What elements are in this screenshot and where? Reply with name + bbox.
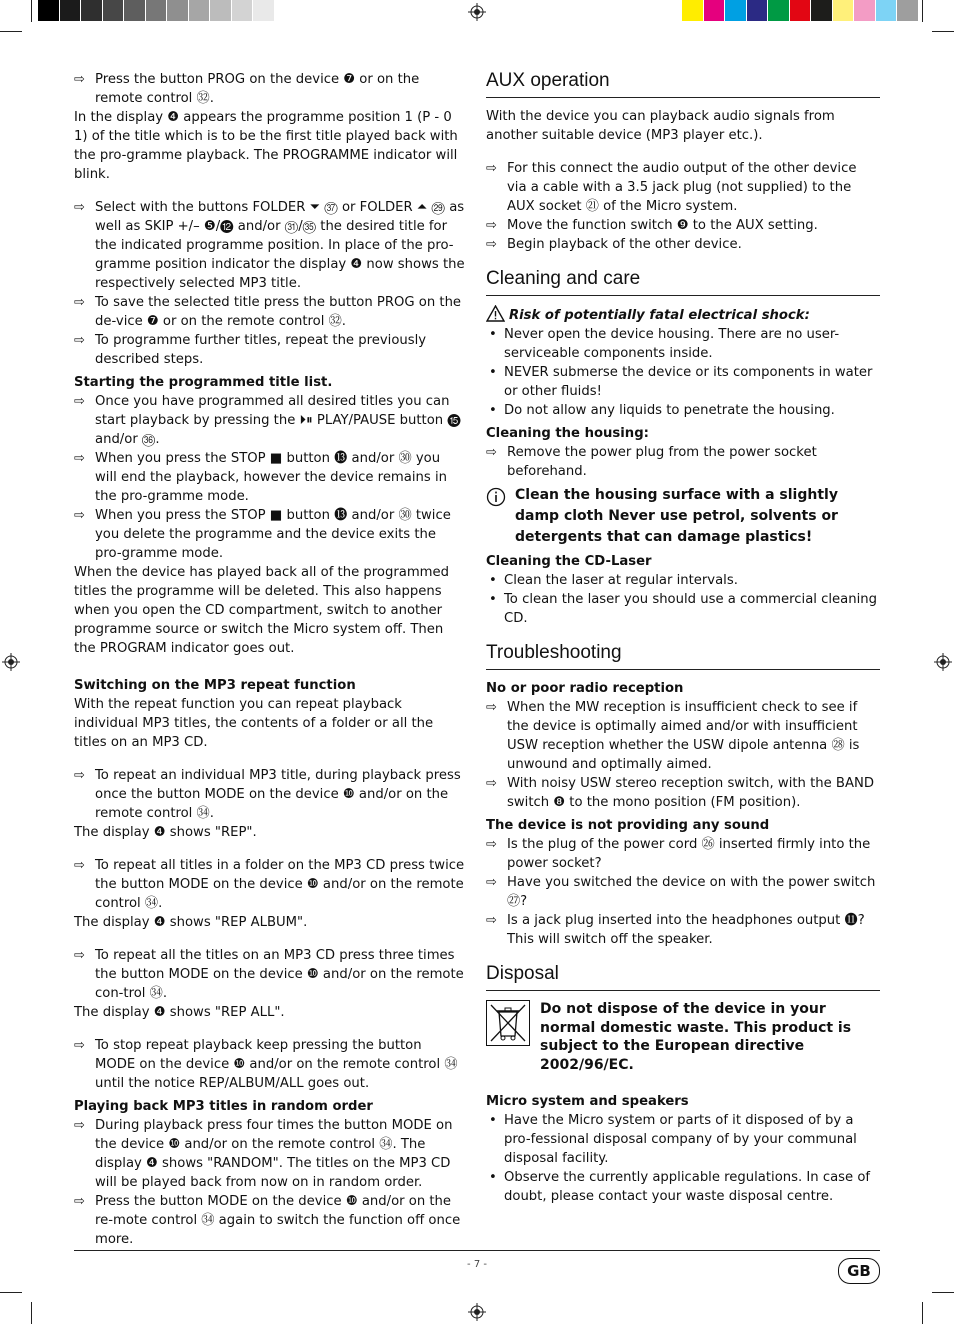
instruction-step: ⇨ Begin playback of the other device. — [486, 235, 880, 254]
gray-swatch — [253, 0, 275, 21]
section-title-disposal: Disposal — [486, 963, 880, 991]
instruction-step: ⇨ When the MW reception is insufficient check to see if the device is optimally aimed and/or with insufficient USW reception whether the USW dipole antenna ㉘ is unwound and optimally aimed. — [486, 698, 880, 774]
instruction-step: ⇨ With noisy USW stereo reception switch, with the BAND switch ❽ to the mono position (FM position). — [486, 774, 880, 812]
crop-mark — [932, 1292, 954, 1293]
instruction-step: ⇨ To stop repeat playback keep pressing the button MODE on the device ❿ and/or on the remote control ㉞ until the notice REP/ALBUM/ALL goes out. — [74, 1036, 466, 1093]
instruction-step: ⇨ To repeat an individual MP3 title, during playback press once the button MODE on the device ❿ and/or on the remote control ㉞. — [74, 766, 466, 823]
gray-swatch — [167, 0, 189, 21]
language-badge: GB — [838, 1258, 880, 1284]
registration-mark-icon — [2, 653, 20, 671]
section-title-aux: AUX operation — [486, 70, 880, 98]
page-number: - 7 - — [467, 1259, 487, 1270]
color-swatch — [768, 0, 790, 21]
subheading: The device is not providing any sound — [486, 818, 770, 833]
crop-mark — [31, 0, 32, 22]
list-item: • Have the Micro system or parts of it disposed of by a pro-fessional disposal company of by your communal disposal facility. — [486, 1111, 880, 1168]
right-column — [486, 70, 880, 1206]
gray-swatch — [38, 0, 60, 21]
disposal-note — [486, 1000, 880, 1074]
instruction-step: ⇨ To repeat all the titles on an MP3 CD press three times the button MODE on the device ❿ and/or on the remote con-trol ㉞. — [74, 946, 466, 1003]
instruction-step: ⇨ Move the function switch ❾ to the AUX setting. — [486, 216, 880, 235]
color-swatch — [725, 0, 747, 21]
registration-mark-icon — [468, 1303, 486, 1321]
gray-swatch — [189, 0, 211, 21]
color-swatch — [790, 0, 812, 21]
disposal-note-text: Do not dispose of the device in your normal domestic waste. This product is subject to the European directive 2002/96/EC. — [540, 1001, 852, 1073]
gray-swatch — [146, 0, 168, 21]
paragraph: The display ❹ shows "REP ALBUM". — [74, 915, 308, 930]
color-swatch — [876, 0, 898, 21]
paragraph: The display ❹ shows "REP ALL". — [74, 1005, 285, 1020]
subheading: Cleaning the CD-Laser — [486, 554, 652, 569]
gray-swatch — [81, 0, 103, 21]
section-title-troubleshooting: Troubleshooting — [486, 642, 880, 670]
crop-mark — [31, 1302, 32, 1324]
paragraph: With the device you can playback audio signals from another suitable device (MP3 player etc.). — [486, 109, 835, 143]
warning-text: Risk of potentially fatal electrical shock: — [509, 308, 810, 323]
instruction-step: ⇨ Is a jack plug inserted into the headphones output ⓫? This will switch off the speaker. — [486, 911, 880, 949]
list-item: • Never open the device housing. There are no user-serviceable components inside. — [486, 325, 880, 363]
gray-swatch — [232, 0, 254, 21]
subheading: Playing back MP3 titles in random order — [74, 1099, 373, 1114]
list-item: • Clean the laser at regular intervals. — [486, 571, 880, 590]
crop-mark — [0, 1292, 22, 1293]
instruction-step: ⇨ When you press the STOP ■ button ⓭ and/or ㉚ twice you delete the programme and the device exits the pro-gramme mode. — [74, 506, 466, 563]
color-swatch — [854, 0, 876, 21]
gray-swatch — [210, 0, 232, 21]
gray-swatch — [124, 0, 146, 21]
subheading: No or poor radio reception — [486, 681, 684, 696]
color-calibration-bars — [682, 0, 919, 22]
crop-mark — [0, 31, 22, 32]
info-icon — [486, 487, 506, 507]
color-swatch — [682, 0, 704, 21]
instruction-step: ⇨ To programme further titles, repeat the previously described steps. — [74, 331, 466, 369]
color-swatch — [747, 0, 769, 21]
paragraph: With the repeat function you can repeat playback individual MP3 titles, the contents of a folder or all the titles on an MP3 CD. — [74, 697, 434, 750]
list-item: • Observe the currently applicable regulations. In case of doubt, please contact your waste disposal centre. — [486, 1168, 880, 1206]
gray-calibration-bars — [38, 0, 296, 22]
registration-mark-icon — [934, 653, 952, 671]
crop-mark — [932, 31, 954, 32]
subheading: Switching on the MP3 repeat function — [74, 678, 356, 693]
paragraph: In the display ❹ appears the programme position 1 (P - 0 1) of the title which is to be the first title played back with the pro-gramme playback. The PROGRAMME indicator will blink. — [74, 110, 458, 182]
crossed-bin-icon — [486, 1000, 530, 1046]
info-note — [486, 485, 880, 548]
paragraph: When the device has played back all of the programmed titles the programme will be deleted. This also happens when you open the CD compartment, switch to another programme source or switch the Micro system off. Then the PROGRAM indicator goes out. — [74, 565, 449, 656]
color-swatch — [811, 0, 833, 21]
subheading: Cleaning the housing: — [486, 426, 649, 441]
instruction-step: ⇨ For this connect the audio output of the other device via a cable with a 3.5 jack plug (not supplied) to the AUX socket ㉑ of the Micro system. — [486, 159, 880, 216]
left-column — [74, 70, 466, 1249]
instruction-step: ⇨ When you press the STOP ■ button ⓭ and/or ㉚ you will end the playback, however the device remains in the pro-gramme mode. — [74, 449, 466, 506]
instruction-step: ⇨ Remove the power plug from the power socket beforehand. — [486, 443, 880, 481]
section-title-cleaning: Cleaning and care — [486, 268, 880, 296]
list-item: • To clean the laser you should use a commercial cleaning CD. — [486, 590, 880, 628]
gray-swatch — [275, 0, 297, 21]
instruction-step: ⇨ Once you have programmed all desired titles you can start playback by pressing the ⏵⏸ PLAY/PAUSE button ⓯ and/or ㊱. — [74, 392, 466, 449]
paragraph: The display ❹ shows "REP". — [74, 825, 257, 840]
instruction-step: ⇨ Press the button PROG on the device ❼ or on the remote control ㉜. — [74, 70, 466, 108]
registration-mark-icon — [468, 3, 486, 21]
instruction-step: ⇨ Have you switched the device on with the power switch ㉗? — [486, 873, 880, 911]
footer-divider — [74, 1250, 880, 1251]
instruction-step: ⇨ To repeat all titles in a folder on the MP3 CD press twice the button MODE on the device ❿ and/or on the remote control ㉞. — [74, 856, 466, 913]
instruction-step: ⇨ During playback press four times the button MODE on the device ❿ and/or on the remote control ㉞. The display ❹ shows "RANDOM". The titles on the MP3 CD will be played back from now on in random order. — [74, 1116, 466, 1192]
gray-swatch — [60, 0, 82, 21]
gray-swatch — [103, 0, 125, 21]
subheading: Starting the programmed title list. — [74, 375, 333, 390]
list-item: • NEVER submerse the device or its components in water or other fluids! — [486, 363, 880, 401]
list-item: • Do not allow any liquids to penetrate the housing. — [486, 401, 880, 420]
instruction-step: ⇨ To save the selected title press the button PROG on the de-vice ❼ or on the remote control ㉜. — [74, 293, 466, 331]
subheading: Micro system and speakers — [486, 1094, 689, 1109]
warning-triangle-icon — [486, 305, 505, 322]
color-swatch — [897, 0, 919, 21]
crop-mark — [922, 0, 923, 22]
warning — [486, 305, 880, 325]
info-note-text: Clean the housing surface with a slightly damp cloth Never use petrol, solvents or detergents that can damage plastics! — [515, 487, 838, 545]
instruction-step: ⇨ Select with the buttons FOLDER ⏷ ㊲ or FOLDER ⏶ ㉙ as well as SKIP +/– ❺/⓬ and/or ㉛/㉟ the desired title for the indicated programme position. In place of the pro-gramme position indicator the display ❹ now shows the respectively selected MP3 title. — [74, 198, 466, 293]
color-swatch — [833, 0, 855, 21]
instruction-step: ⇨ Is the plug of the power cord ㉖ inserted firmly into the power socket? — [486, 835, 880, 873]
color-swatch — [704, 0, 726, 21]
crop-mark — [922, 1302, 923, 1324]
instruction-step: ⇨ Press the button MODE on the device ❿ and/or on the re-mote control ㉞ again to switch the function off once more. — [74, 1192, 466, 1249]
